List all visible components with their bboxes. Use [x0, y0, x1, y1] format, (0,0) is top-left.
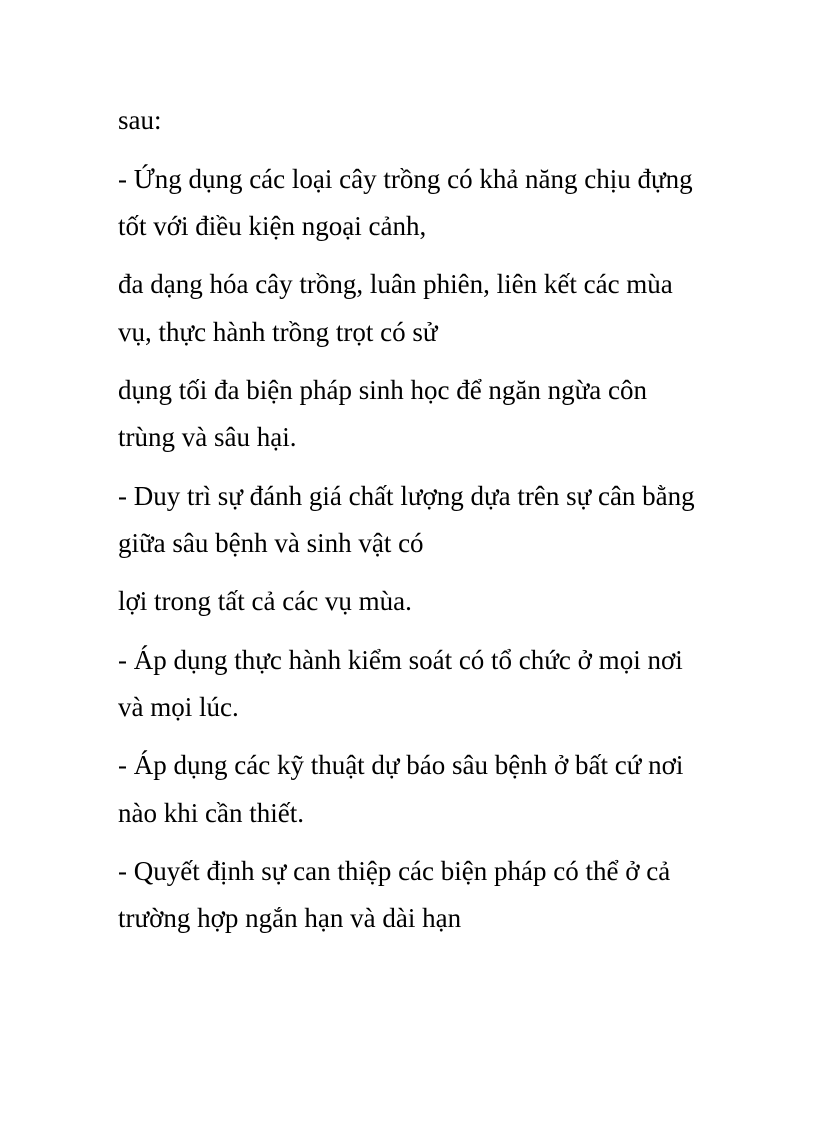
text-line: và mọi lúc.	[118, 692, 239, 722]
text-line: - Quyết định sự can thiệp các biện pháp có thể ở cả	[118, 856, 671, 886]
text-line: đa dạng hóa cây trồng, luân phiên, liên kết các mùa	[118, 269, 673, 299]
text-line: - Áp dụng các kỹ thuật dự báo sâu bệnh ở bất cứ nơi	[118, 750, 684, 780]
text-line: lợi trong tất cả các vụ mùa.	[118, 586, 412, 616]
text-line: giữa sâu bệnh và sinh vật có	[118, 528, 424, 558]
text-line: vụ, thực hành trồng trọt có sử	[118, 317, 438, 347]
text-line: - Duy trì sự đánh giá chất lượng dựa trên sự cân bằng	[118, 481, 695, 511]
text-line: trùng và sâu hại.	[118, 422, 297, 452]
text-line: - Ứng dụng các loại cây trồng có khả năng chịu đựng	[118, 164, 693, 194]
text-line: nào khi cần thiết.	[118, 798, 304, 828]
text-line: trường hợp ngắn hạn và dài hạn	[118, 903, 462, 933]
text-line: sau:	[118, 105, 162, 135]
text-line: tốt với điều kiện ngoại cảnh,	[118, 211, 427, 241]
text-line: - Áp dụng thực hành kiểm soát có tổ chức ở mọi nơi	[118, 645, 683, 675]
text-line: dụng tối đa biện pháp sinh học để ngăn ngừa côn	[118, 375, 648, 405]
